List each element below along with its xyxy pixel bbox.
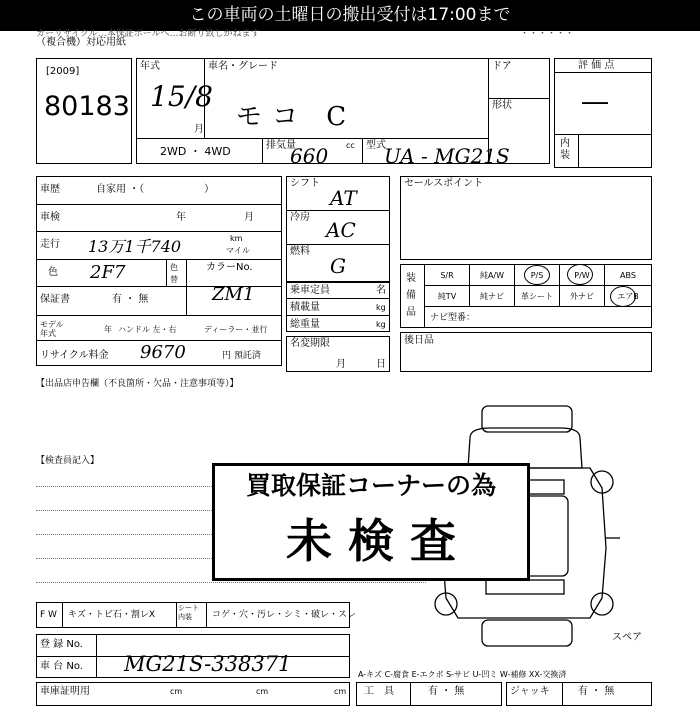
registration-label: 登 録 No. bbox=[40, 639, 83, 650]
sales-point-label: セールスポイント bbox=[404, 178, 484, 189]
color-label: 色 bbox=[48, 267, 58, 278]
airbag-circle bbox=[610, 286, 636, 307]
mileage-value: 13万1千740 bbox=[88, 237, 182, 256]
recycle-value: 9670 bbox=[140, 342, 186, 363]
inspection-label: 車検 bbox=[40, 212, 60, 223]
seat-label: シート内装 bbox=[178, 604, 199, 621]
ac-value: AC bbox=[326, 218, 356, 242]
warranty-value: 有 ・ 無 bbox=[112, 294, 149, 305]
ac-label: 冷房 bbox=[290, 212, 310, 223]
mileage-mile-unit: マイル bbox=[226, 246, 250, 255]
year-value: 15/8 bbox=[150, 80, 213, 113]
displacement-value: 660 bbox=[290, 144, 329, 168]
equip-sr: S/R bbox=[424, 264, 470, 286]
gross-unit: kg bbox=[376, 320, 386, 329]
cert-unit-3: cm bbox=[334, 687, 347, 696]
dealer-option: ディーラー・並行 bbox=[204, 325, 268, 334]
capacity-unit: 名 bbox=[376, 285, 386, 296]
displacement-label: 排気量 bbox=[266, 140, 296, 151]
name-change-day: 日 bbox=[376, 359, 386, 370]
model-label: 型式 bbox=[366, 140, 386, 151]
name-change-month: 月 bbox=[336, 359, 346, 370]
equip-tv: 純TV bbox=[424, 285, 470, 307]
mixed-note: （複合機）対応用紙 bbox=[36, 37, 126, 48]
fuel-label: 燃料 bbox=[290, 246, 310, 257]
pw-circle bbox=[567, 264, 593, 285]
after-box bbox=[400, 332, 652, 372]
fuel-value: G bbox=[330, 254, 346, 278]
equip-pw: P/W bbox=[559, 264, 605, 286]
cert-unit-1: cm bbox=[170, 687, 183, 696]
car-name-value: モコ C bbox=[236, 102, 357, 132]
mileage-km-unit: km bbox=[230, 234, 243, 243]
inspector-note: 【検査員記入】 bbox=[36, 456, 100, 466]
equip-navi: 純ナビ bbox=[469, 285, 515, 307]
color-value: 2F7 bbox=[90, 262, 126, 283]
displacement-unit: cc bbox=[346, 141, 355, 150]
car-bottom-rear bbox=[482, 620, 572, 646]
grade-label: 評 価 点 bbox=[578, 60, 615, 71]
exhibitor-note: 【出品店申告欄（不良箇所・欠品・注意事項等）】 bbox=[36, 379, 239, 389]
history-value: 自家用 ・（ ） bbox=[96, 184, 215, 195]
cert-unit-2: cm bbox=[256, 687, 269, 696]
name-change-label: 名変期限 bbox=[290, 338, 330, 349]
handle-option: ハンドル 左・右 bbox=[118, 325, 177, 334]
history-label: 車歴 bbox=[40, 184, 60, 195]
after-label: 後日品 bbox=[404, 335, 434, 346]
header-right-text: ・・・・・・ bbox=[520, 29, 575, 39]
drive-type: 2WD ・ 4WD bbox=[160, 145, 231, 158]
stamp-line2: 未 検 査 bbox=[285, 514, 457, 568]
model-year-unit: 年 bbox=[104, 325, 112, 334]
equip-leather: 革シート bbox=[514, 285, 560, 307]
jack-label: ジャッキ bbox=[510, 686, 550, 697]
color-code-label: カラーNo. bbox=[206, 262, 253, 273]
interior-label: 内装 bbox=[560, 138, 570, 161]
load-label: 積載量 bbox=[290, 302, 320, 313]
jack-value: 有 ・ 無 bbox=[578, 686, 615, 697]
cert-label: 車庫証明用 bbox=[40, 686, 90, 697]
fw-text: キズ・トビ石・割レX bbox=[68, 610, 155, 620]
damage-legend: A-キズ C-腐食 E-エクボ S-サビ U-凹ミ W-補修 XX-交換済 bbox=[358, 670, 567, 679]
mileage-label: 走行 bbox=[40, 239, 60, 250]
recycle-unit: 円 預託済 bbox=[222, 351, 261, 361]
chassis-label: 車 台 No. bbox=[40, 661, 83, 672]
header-garbled-text: カーリサイクル…本保証ボールへ…お断り致しかねます bbox=[36, 29, 260, 39]
equip-airbag: エアB bbox=[604, 285, 652, 307]
grade-value: ― bbox=[582, 87, 608, 117]
recycle-label: リサイクル料金 bbox=[40, 350, 109, 361]
gross-label: 総重量 bbox=[290, 319, 320, 330]
ps-circle bbox=[524, 265, 550, 285]
seat-text: コゲ・穴・汚レ・シミ・破レ・スレ bbox=[212, 610, 357, 620]
shift-value: AT bbox=[330, 186, 357, 210]
car-name-label: 車名・グレード bbox=[208, 61, 278, 72]
car-top-body bbox=[468, 428, 582, 468]
chassis-value: MG21S-338371 bbox=[124, 652, 292, 676]
equip-ext-navi: 外ナビ bbox=[559, 285, 605, 307]
inspection-month: 月 bbox=[244, 212, 254, 223]
spare-label: スペア bbox=[612, 632, 642, 643]
equip-aw: 純A/W bbox=[469, 264, 515, 286]
equipment-label: 装備品 bbox=[406, 273, 416, 318]
car-rear-window bbox=[486, 580, 564, 594]
shift-label: シフト bbox=[290, 178, 320, 189]
color-code-value: ZM1 bbox=[212, 284, 255, 305]
navi-model-label: ナビ型番： bbox=[430, 313, 476, 323]
capacity-label: 乗車定員 bbox=[290, 285, 330, 296]
lot-year-code: [2009] bbox=[46, 66, 80, 77]
equip-ps: P/S bbox=[514, 264, 560, 286]
banner-text: この車両の土曜日の搬出受付は17:00まで bbox=[189, 5, 511, 25]
lot-number: 80183 bbox=[44, 91, 130, 122]
color-change-label: 色替 bbox=[170, 263, 178, 284]
inspection-year: 年 bbox=[176, 212, 186, 223]
door-label: ドア bbox=[492, 61, 512, 72]
tools-label: 工 具 bbox=[364, 686, 394, 697]
equip-abs: ABS bbox=[604, 264, 652, 286]
year-label: 年式 bbox=[140, 61, 160, 72]
shape-label: 形状 bbox=[492, 100, 512, 111]
fw-label: F W bbox=[40, 610, 57, 620]
tools-value: 有 ・ 無 bbox=[428, 686, 465, 697]
load-unit: kg bbox=[376, 303, 386, 312]
stamp-line1: 買取保証コーナーの為 bbox=[245, 471, 496, 500]
model-value: UA - MG21S bbox=[384, 144, 510, 168]
model-year-label: モデル年式 bbox=[40, 320, 64, 338]
warranty-label: 保証書 bbox=[40, 294, 70, 305]
year-month-unit: 月 bbox=[194, 124, 204, 135]
